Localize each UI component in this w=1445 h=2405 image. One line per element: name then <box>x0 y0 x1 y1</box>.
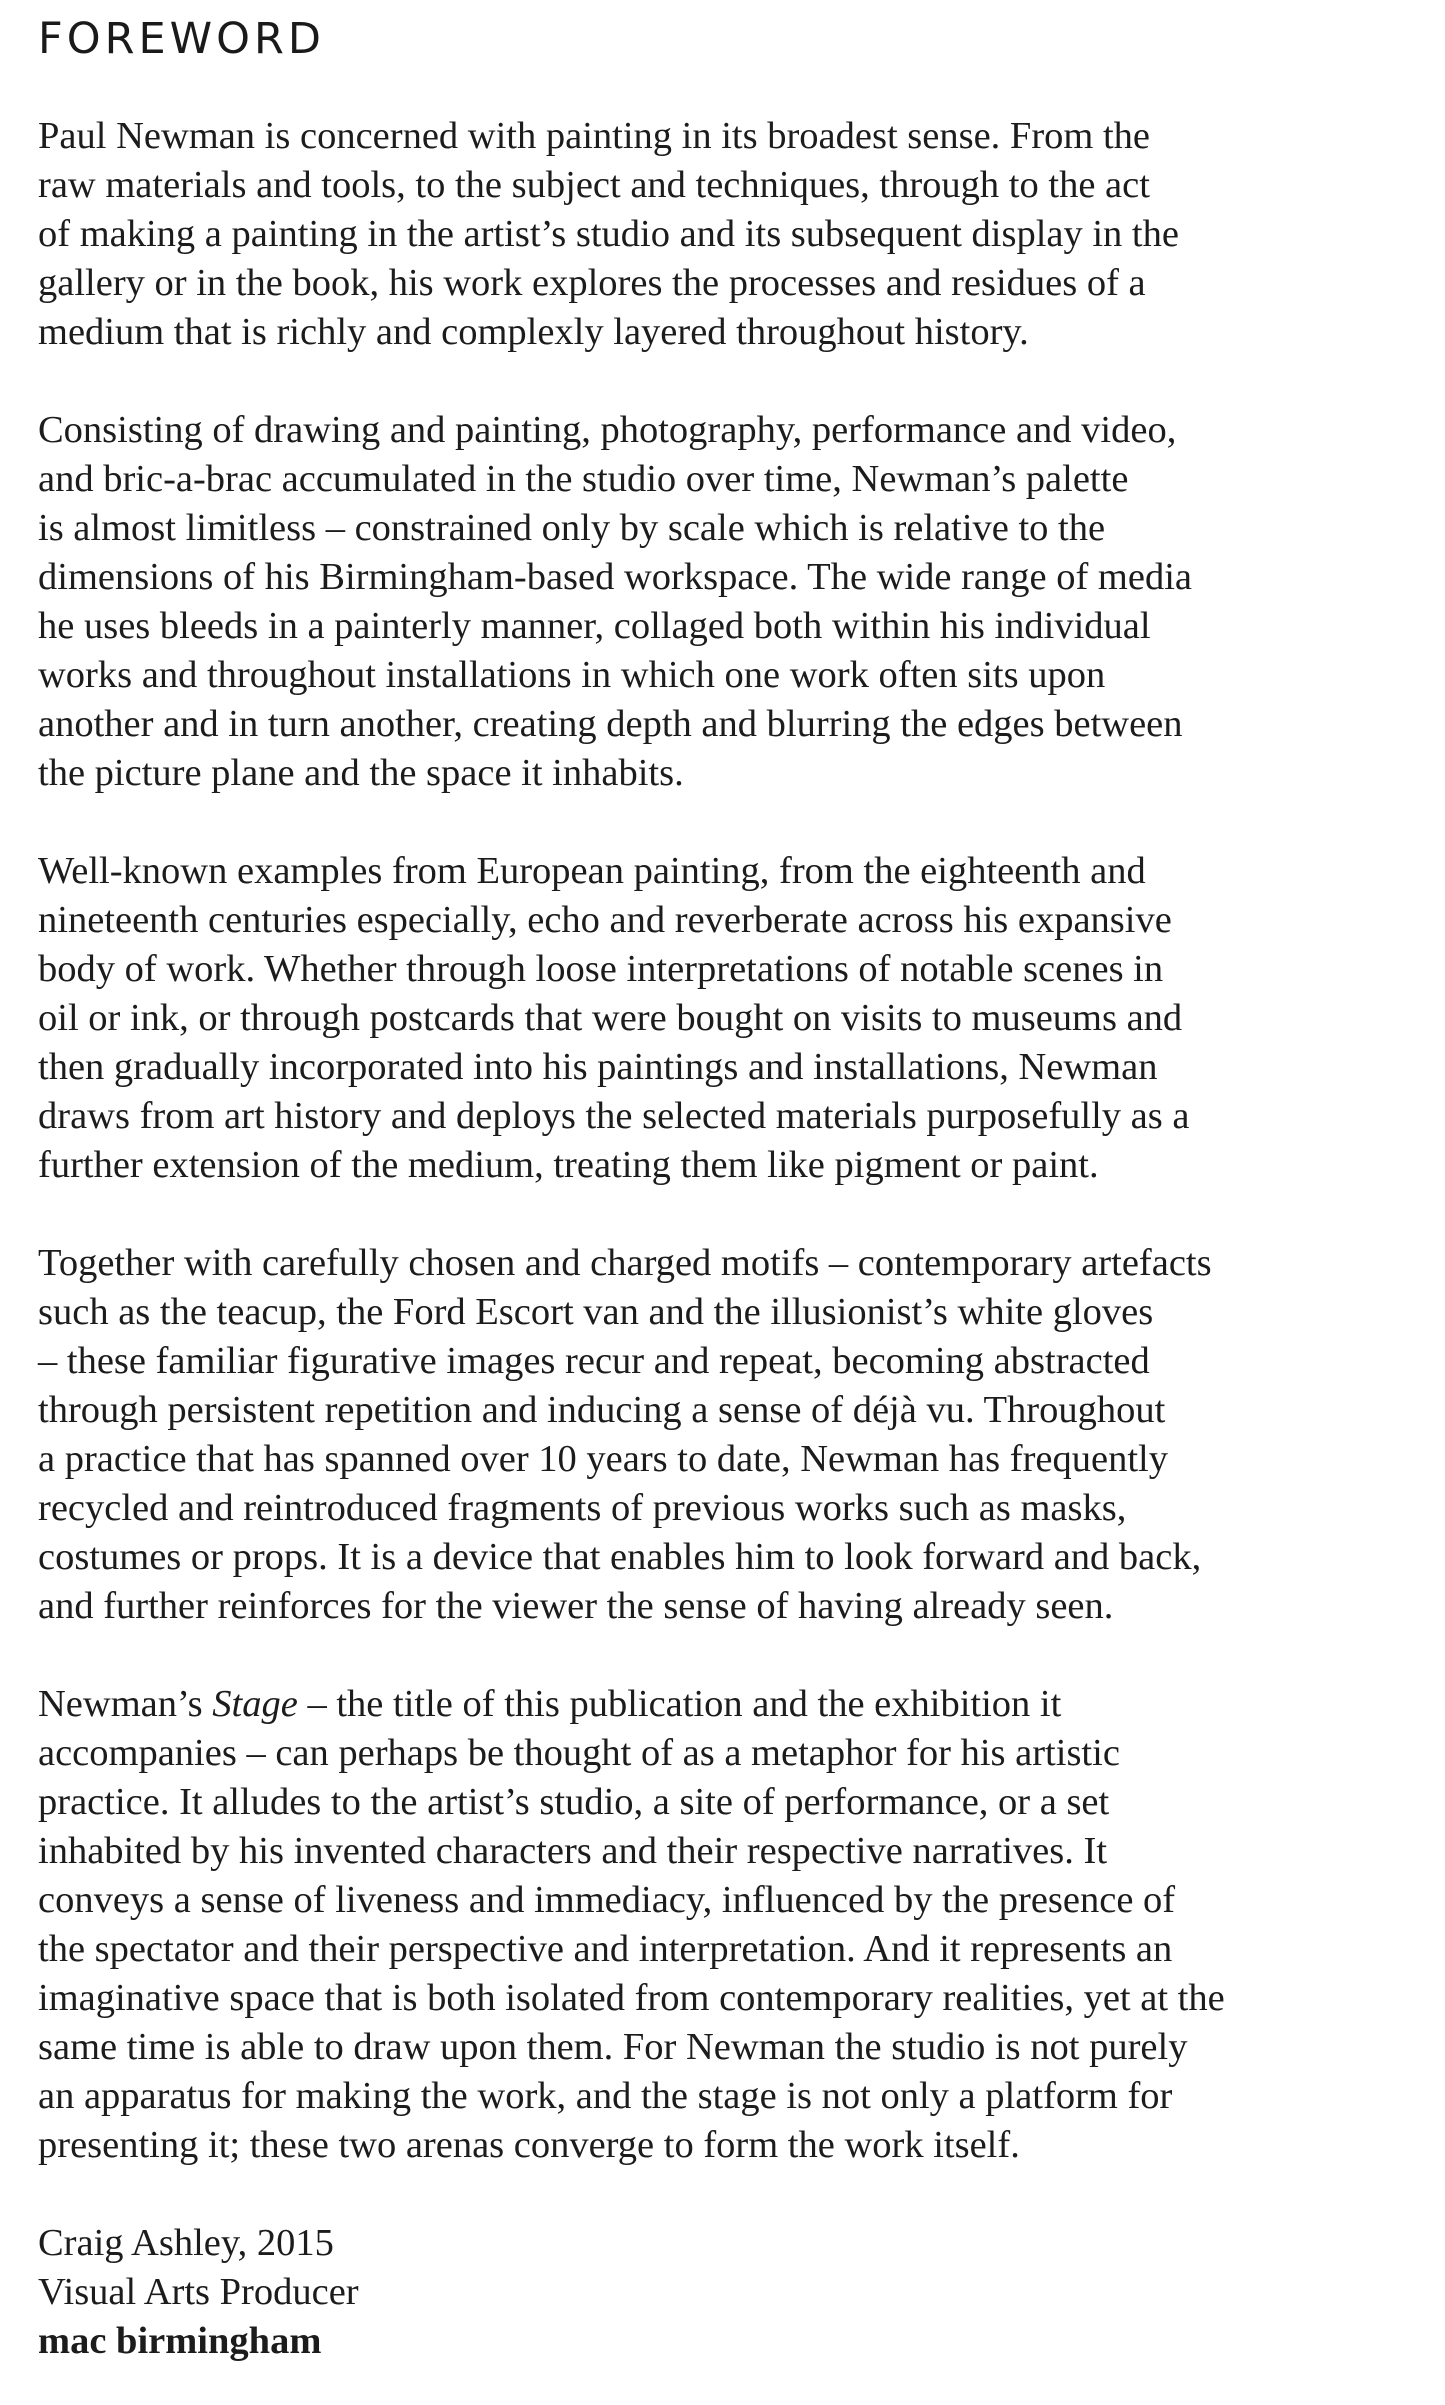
text-line: raw materials and tools, to the subject and techniques, through to the act <box>38 164 1150 206</box>
text-line: imaginative space that is both isolated from contemporary realities, yet at the <box>38 1977 1225 2019</box>
stage-title-italic: Stage <box>212 1683 298 1725</box>
text-line: another and in turn another, creating depth and blurring the edges between <box>38 703 1183 745</box>
text-line: recycled and reintroduced fragments of previous works such as masks, <box>38 1487 1127 1529</box>
text-line: works and throughout installations in which one work often sits upon <box>38 654 1106 696</box>
signature-organization: mac birmingham <box>38 2320 322 2362</box>
text-line: same time is able to draw upon them. For Newman the studio is not purely <box>38 2026 1188 2068</box>
text-line: an apparatus for making the work, and the stage is not only a platform for <box>38 2075 1173 2117</box>
text-line: oil or ink, or through postcards that were bought on visits to museums and <box>38 997 1183 1039</box>
text-run: Newman’s <box>38 1683 213 1725</box>
paragraph-3 <box>38 847 1418 1190</box>
text-line: conveys a sense of liveness and immediacy, influenced by the presence of <box>38 1879 1176 1921</box>
signature-author: Craig Ashley, 2015 <box>38 2222 334 2264</box>
text-line: draws from art history and deploys the selected materials purposefully as a <box>38 1095 1190 1137</box>
text-line: he uses bleeds in a painterly manner, collaged both within his individual <box>38 605 1151 647</box>
text-line: such as the teacup, the Ford Escort van and the illusionist’s white gloves <box>38 1291 1154 1333</box>
text-line: of making a painting in the artist’s studio and its subsequent display in the <box>38 213 1179 255</box>
text-line: practice. It alludes to the artist’s studio, a site of performance, or a set <box>38 1781 1110 1823</box>
text-run: – the title of this publication and the exhibition it <box>297 1683 1062 1725</box>
text-line: and further reinforces for the viewer the sense of having already seen. <box>38 1585 1114 1627</box>
page-title: FOREWORD <box>38 14 325 64</box>
signature-role: Visual Arts Producer <box>38 2271 359 2313</box>
text-line: dimensions of his Birmingham-based workspace. The wide range of media <box>38 556 1193 598</box>
text-line: nineteenth centuries especially, echo and reverberate across his expansive <box>38 899 1172 941</box>
text-line: further extension of the medium, treating them like pigment or paint. <box>38 1144 1099 1186</box>
foreword-body <box>38 112 1418 2366</box>
text-line: inhabited by his invented characters and their respective narratives. It <box>38 1830 1108 1872</box>
text-line: – these familiar figurative images recur and repeat, becoming abstracted <box>38 1340 1150 1382</box>
paragraph-2 <box>38 406 1418 798</box>
text-line: Consisting of drawing and painting, photography, performance and video, <box>38 409 1177 451</box>
text-line: body of work. Whether through loose interpretations of notable scenes in <box>38 948 1164 990</box>
text-line: and bric-a-brac accumulated in the studio over time, Newman’s palette <box>38 458 1129 500</box>
text-line: Paul Newman is concerned with painting in its broadest sense. From the <box>38 115 1151 157</box>
text-line: medium that is richly and complexly layered throughout history. <box>38 311 1029 353</box>
text-line: then gradually incorporated into his paintings and installations, Newman <box>38 1046 1158 1088</box>
paragraph-5 <box>38 1680 1418 2170</box>
text-line: Well-known examples from European painting, from the eighteenth and <box>38 850 1146 892</box>
paragraph-4 <box>38 1239 1418 1631</box>
text-line: a practice that has spanned over 10 years to date, Newman has frequently <box>38 1438 1168 1480</box>
text-line: the picture plane and the space it inhabits. <box>38 752 684 794</box>
text-line: gallery or in the book, his work explores the processes and residues of a <box>38 262 1146 304</box>
text-line <box>38 1680 1418 1729</box>
paragraph-1 <box>38 112 1418 357</box>
text-line: the spectator and their perspective and interpretation. And it represents an <box>38 1928 1173 1970</box>
text-line: is almost limitless – constrained only by scale which is relative to the <box>38 507 1106 549</box>
text-line: Together with carefully chosen and charged motifs – contemporary artefacts <box>38 1242 1212 1284</box>
text-line: presenting it; these two arenas converge to form the work itself. <box>38 2124 1020 2166</box>
text-line: costumes or props. It is a device that enables him to look forward and back, <box>38 1536 1202 1578</box>
text-line: accompanies – can perhaps be thought of as a metaphor for his artistic <box>38 1732 1120 1774</box>
signature-block <box>38 2219 1418 2366</box>
text-line: through persistent repetition and inducing a sense of déjà vu. Throughout <box>38 1389 1166 1431</box>
